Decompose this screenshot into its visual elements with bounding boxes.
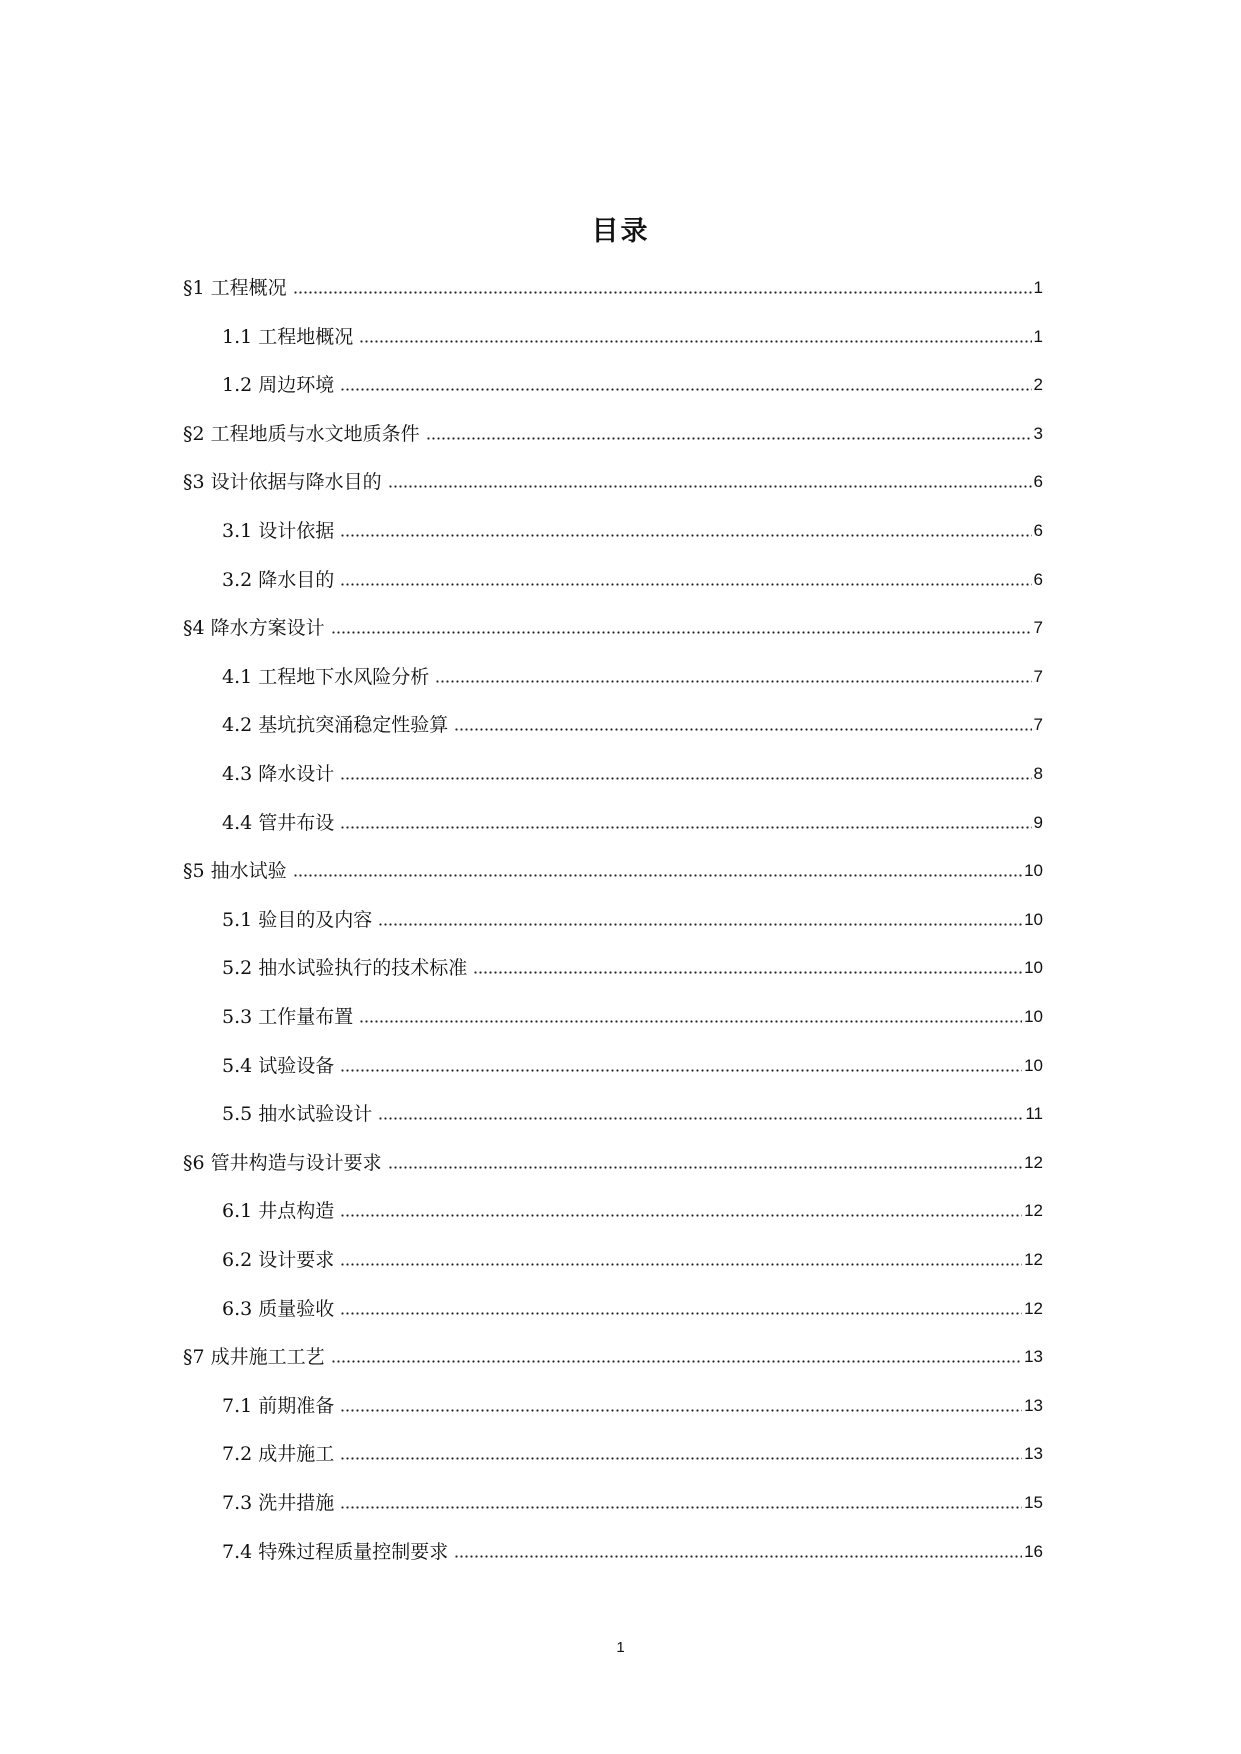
toc-entry-label: 4.4 管井布设 xyxy=(222,812,335,834)
toc-entry-label: 7.2 成井施工 xyxy=(222,1443,335,1465)
toc-entry-page-number: 10 xyxy=(1024,910,1043,929)
toc-entry-page-number: 2 xyxy=(1033,375,1043,394)
toc-dot-leader xyxy=(340,1067,1022,1073)
toc-entry-page-number: 12 xyxy=(1024,1299,1043,1318)
toc-entry-page-number: 15 xyxy=(1024,1493,1043,1512)
toc-dot-leader xyxy=(378,921,1022,927)
toc-dot-leader xyxy=(340,824,1031,830)
toc-dot-leader xyxy=(293,289,1032,295)
toc-entry-label: §4 降水方案设计 xyxy=(183,617,325,639)
toc-entry-label: 5.1 验目的及内容 xyxy=(222,909,373,931)
toc-entry-page-number: 13 xyxy=(1024,1396,1043,1415)
toc-dot-leader xyxy=(388,483,1032,489)
toc-entry-label: 3.2 降水目的 xyxy=(222,569,335,591)
toc-entry[interactable] xyxy=(222,1245,1043,1275)
toc-entry-page-number: 13 xyxy=(1024,1444,1043,1463)
toc-dot-leader xyxy=(340,532,1031,538)
toc-entry-page-number: 11 xyxy=(1025,1104,1043,1123)
toc-entry[interactable] xyxy=(222,1099,1043,1129)
toc-entry[interactable] xyxy=(222,953,1043,983)
toc-entry-page-number: 8 xyxy=(1033,764,1043,783)
toc-entry[interactable] xyxy=(222,322,1043,352)
toc-entry-label: 6.1 井点构造 xyxy=(222,1200,335,1222)
toc-entry-page-number: 1 xyxy=(1033,278,1043,297)
toc-entry-label: 4.2 基坑抗突涌稳定性验算 xyxy=(222,714,449,736)
toc-entry-page-number: 6 xyxy=(1033,521,1043,540)
toc-dot-leader xyxy=(340,1261,1022,1267)
toc-entry-label: §1 工程概况 xyxy=(183,277,287,299)
toc-entry-label: 7.3 洗井措施 xyxy=(222,1492,335,1514)
toc-entry-label: 5.2 抽水试验执行的技术标准 xyxy=(222,957,468,979)
toc-dot-leader xyxy=(454,1553,1022,1559)
toc-entry[interactable] xyxy=(222,905,1043,935)
toc-entry[interactable] xyxy=(183,856,1043,886)
toc-entry[interactable] xyxy=(222,1002,1043,1032)
toc-entry-label: 4.3 降水设计 xyxy=(222,763,335,785)
toc-entry-page-number: 6 xyxy=(1033,472,1043,491)
toc-dot-leader xyxy=(340,386,1031,392)
toc-entry-page-number: 3 xyxy=(1033,424,1043,443)
toc-entry-label: §3 设计依据与降水目的 xyxy=(183,471,382,493)
toc-entry-page-number: 7 xyxy=(1033,618,1043,637)
toc-entry-label: 5.4 试验设备 xyxy=(222,1055,335,1077)
toc-dot-leader xyxy=(426,435,1032,441)
toc-entry-page-number: 9 xyxy=(1033,813,1043,832)
toc-dot-leader xyxy=(359,1018,1022,1024)
toc-entry[interactable] xyxy=(222,1488,1043,1518)
toc-dot-leader xyxy=(340,1212,1022,1218)
toc-dot-leader xyxy=(473,969,1022,975)
toc-title: 目录 xyxy=(591,216,650,247)
toc-entry-label: 4.1 工程地下水风险分析 xyxy=(222,666,430,688)
toc-entry[interactable] xyxy=(183,419,1043,449)
toc-entry[interactable] xyxy=(222,759,1043,789)
toc-entry-page-number: 10 xyxy=(1024,1056,1043,1075)
toc-entry-label: 1.1 工程地概况 xyxy=(222,326,354,348)
toc-entry-label: 5.5 抽水试验设计 xyxy=(222,1103,373,1125)
footer-page-number: 1 xyxy=(616,1639,625,1656)
toc-entry-page-number: 12 xyxy=(1024,1153,1043,1172)
toc-dot-leader xyxy=(378,1115,1023,1121)
toc-dot-leader xyxy=(340,1504,1022,1510)
toc-entry-page-number: 10 xyxy=(1024,958,1043,977)
toc-dot-leader xyxy=(293,872,1022,878)
toc-dot-leader xyxy=(454,726,1031,732)
toc-entry[interactable] xyxy=(222,710,1043,740)
toc-dot-leader xyxy=(331,629,1032,635)
toc-entry-label: 7.4 特殊过程质量控制要求 xyxy=(222,1541,449,1563)
toc-entry[interactable] xyxy=(222,1537,1043,1567)
toc-entry[interactable] xyxy=(222,662,1043,692)
toc-entry-label: 1.2 周边环境 xyxy=(222,374,335,396)
toc-entry-page-number: 7 xyxy=(1033,667,1043,686)
toc-entry-page-number: 1 xyxy=(1033,327,1043,346)
toc-entry[interactable] xyxy=(183,467,1043,497)
toc-entry-label: §5 抽水试验 xyxy=(183,860,287,882)
toc-entry-label: §6 管井构造与设计要求 xyxy=(183,1152,382,1174)
toc-entry[interactable] xyxy=(183,273,1043,303)
toc-dot-leader xyxy=(340,581,1031,587)
toc-entry[interactable] xyxy=(183,1148,1043,1178)
toc-entry-page-number: 10 xyxy=(1024,1007,1043,1026)
toc-entry-label: 7.1 前期准备 xyxy=(222,1395,335,1417)
toc-dot-leader xyxy=(340,1407,1022,1413)
toc-entry[interactable] xyxy=(222,565,1043,595)
toc-entry[interactable] xyxy=(183,1342,1043,1372)
toc-entry-page-number: 12 xyxy=(1024,1250,1043,1269)
toc-entry-label: §7 成井施工工艺 xyxy=(183,1346,325,1368)
toc-entry-label: 3.1 设计依据 xyxy=(222,520,335,542)
toc-entry[interactable] xyxy=(222,1439,1043,1469)
toc-dot-leader xyxy=(435,678,1031,684)
toc-entry-label: §2 工程地质与水文地质条件 xyxy=(183,423,420,445)
toc-entry[interactable] xyxy=(222,1051,1043,1081)
toc-entry-label: 5.3 工作量布置 xyxy=(222,1006,354,1028)
toc-dot-leader xyxy=(340,1310,1022,1316)
toc-entry-page-number: 7 xyxy=(1033,715,1043,734)
toc-entry-page-number: 6 xyxy=(1033,570,1043,589)
toc-entry-label: 6.3 质量验收 xyxy=(222,1298,335,1320)
toc-dot-leader xyxy=(359,338,1031,344)
toc-dot-leader xyxy=(340,1455,1022,1461)
toc-entry[interactable] xyxy=(222,370,1043,400)
toc-entry-page-number: 16 xyxy=(1024,1542,1043,1561)
toc-entry[interactable] xyxy=(222,516,1043,546)
toc-entry-page-number: 12 xyxy=(1024,1201,1043,1220)
toc-dot-leader xyxy=(388,1164,1022,1170)
toc-dot-leader xyxy=(331,1358,1022,1364)
toc-dot-leader xyxy=(340,775,1031,781)
toc-entry-page-number: 13 xyxy=(1024,1347,1043,1366)
toc-entry[interactable] xyxy=(183,613,1043,643)
toc-entry-page-number: 10 xyxy=(1024,861,1043,880)
toc-entry[interactable] xyxy=(222,808,1043,838)
toc-entry[interactable] xyxy=(222,1391,1043,1421)
toc-entry[interactable] xyxy=(222,1196,1043,1226)
toc-entry[interactable] xyxy=(222,1294,1043,1324)
toc-entry-label: 6.2 设计要求 xyxy=(222,1249,335,1271)
